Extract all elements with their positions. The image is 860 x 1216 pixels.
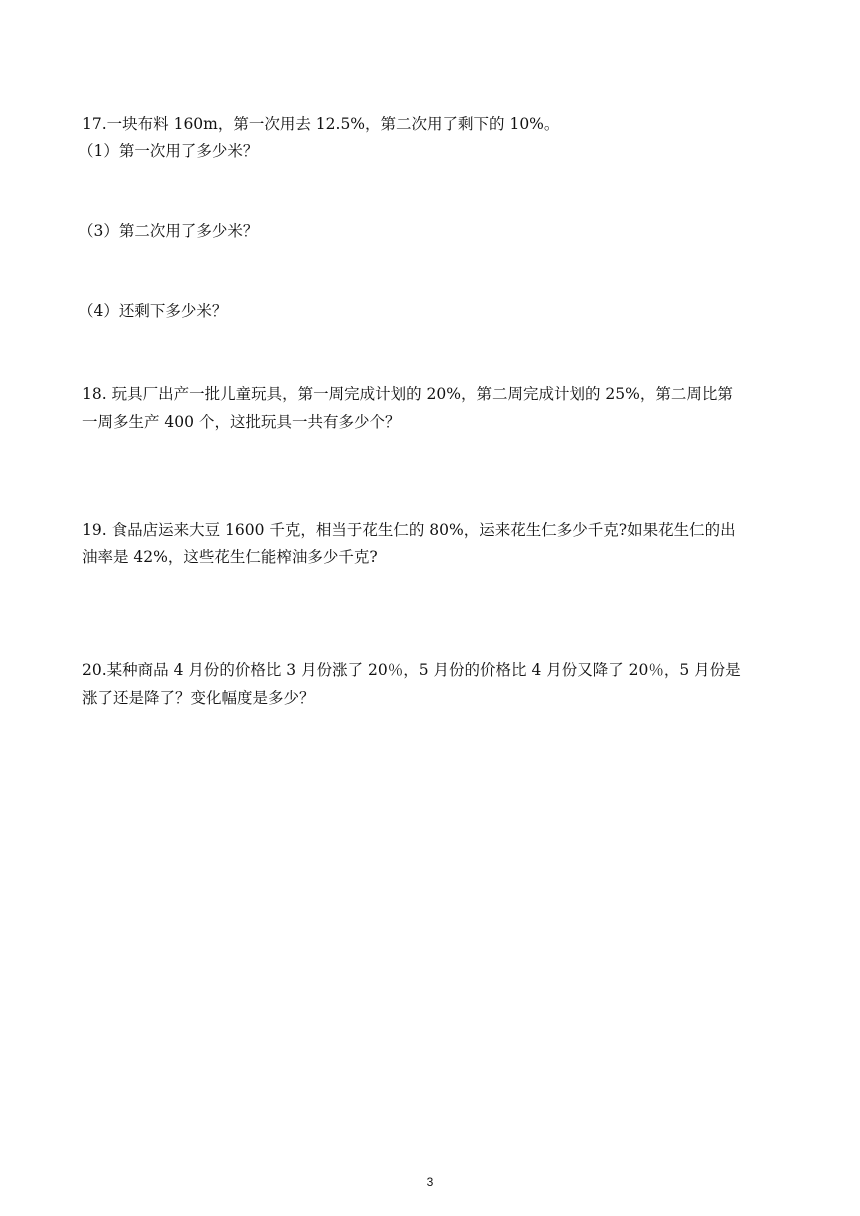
question-20-line-1: 20.某种商品 4 月份的价格比 3 月份涨了 20％，5 月份的价格比 4 月份又降了 20％，5 月份是 xyxy=(82,661,741,679)
question-17-stem: 17.一块布料 160m，第一次用去 12.5%，第二次用了剩下的 10%。 xyxy=(82,115,560,133)
question-19-line-1: 19. 食品店运来大豆 1600 千克，相当于花生仁的 80%，运来花生仁多少千克?如果花生仁的出 xyxy=(82,521,736,539)
question-19-line-2: 油率是 42%，这些花生仁能榨油多少千克? xyxy=(82,548,378,566)
question-18-line-1: 18. 玩具厂出产一批儿童玩具，第一周完成计划的 20%，第二周完成计划的 25%，第二周比第 xyxy=(82,385,733,403)
question-20-line-2: 涨了还是降了？变化幅度是多少？ xyxy=(82,689,315,707)
page-number: 3 xyxy=(426,1175,434,1189)
question-17-part-4: （4）还剩下多少米？ xyxy=(78,302,228,320)
question-17-part-1: （1）第一次用了多少米？ xyxy=(78,142,259,160)
question-17-part-3: （3）第二次用了多少米？ xyxy=(78,222,259,240)
question-18-line-2: 一周多生产 400 个，这批玩具一共有多少个？ xyxy=(82,413,401,431)
